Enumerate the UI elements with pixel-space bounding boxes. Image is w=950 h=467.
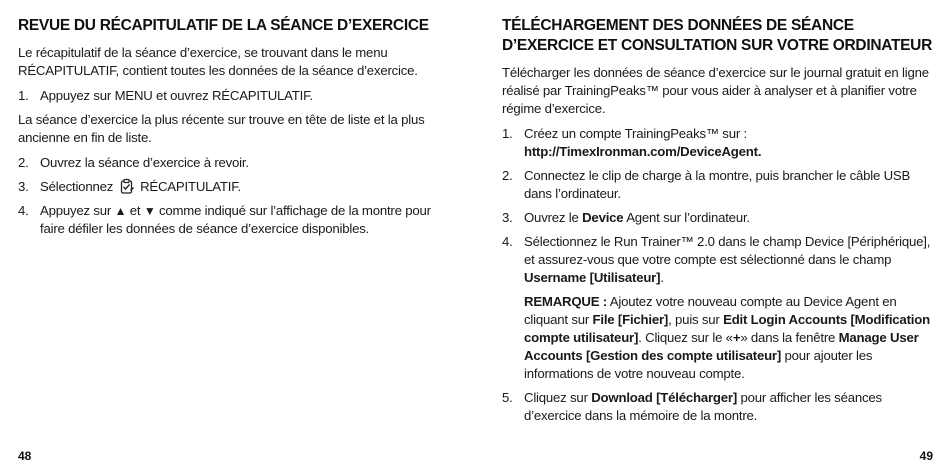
page-number-left: 48: [18, 449, 32, 463]
left-heading: REVUE DU RÉCAPITULATIF DE LA SÉANCE D’EXERCICE: [18, 17, 429, 34]
note-text: Ajoutez votre nouveau compte au Device Agent en cliquant sur: [524, 294, 897, 327]
right-steps-b: [502, 389, 932, 425]
down-arrow-icon: ▼: [143, 204, 156, 218]
review-clipboard-icon: [119, 178, 135, 194]
step-text: Agent sur l’ordinateur.: [626, 210, 750, 225]
left-step-3: [18, 178, 450, 196]
right-step-4: [502, 233, 932, 287]
note-text: . Cliquez sur le «: [638, 330, 733, 345]
left-intro: Le récapitulatif de la séance d’exercice, se trouvant dans le menu RÉCAPITULATIF, contient toutes les données de la séance d’exercice.: [18, 45, 418, 78]
step-text: Cliquez sur: [524, 390, 588, 405]
note-text: » dans la fenêtre: [740, 330, 836, 345]
step-text: pour afficher les séances d’exercice dans la mémoire de la montre.: [524, 390, 882, 423]
right-step-1: [502, 125, 932, 161]
note-text: , puis sur: [668, 312, 720, 327]
step-text: Sélectionnez le Run Trainer™ 2.0 dans le champ Device [Périphérique], et assurez-vous que votre compte est sélectionné dans le champ: [524, 234, 931, 267]
note-paragraph: [524, 293, 932, 383]
download-term: Download [Télécharger]: [591, 390, 738, 405]
step-text: Appuyez sur: [40, 203, 112, 218]
step-number: 2.: [502, 168, 513, 183]
step-text: et: [129, 203, 141, 218]
device-term: Device: [582, 210, 624, 225]
left-steps-a: [18, 87, 450, 105]
left-step-4: [18, 202, 450, 238]
step-text: RÉCAPITULATIF.: [140, 179, 242, 194]
step-text: Ouvrez la séance d’exercice à revoir.: [40, 155, 249, 170]
right-step-3: [502, 209, 932, 227]
device-agent-url[interactable]: http://TimexIronman.com/DeviceAgent.: [524, 144, 762, 159]
step-number: 2.: [18, 155, 29, 170]
step-text: comme indiqué sur l’affichage de la montre pour faire défiler les données de séance d’exercice disponibles.: [40, 203, 431, 236]
note-label: REMARQUE :: [524, 294, 607, 309]
right-step-2: [502, 167, 932, 203]
step-number: 4.: [502, 234, 513, 249]
plus-term: +: [732, 330, 741, 345]
step-number: 1.: [18, 88, 29, 103]
note-text: pour ajouter les informations de votre nouveau compte.: [524, 348, 873, 381]
file-menu-term: File [Fichier]: [592, 312, 669, 327]
left-middle-paragraph: La séance d’exercice la plus récente sur trouve en tête de liste et la plus ancienne en fin de liste.: [18, 112, 425, 145]
step-text: Connectez le clip de charge à la montre, puis brancher le câble USB dans l’ordinateur.: [524, 168, 911, 201]
edit-login-term: Edit Login Accounts [Modification compte utilisateur]: [524, 312, 930, 345]
step-number: 4.: [18, 203, 29, 218]
page-number-right: 49: [919, 449, 933, 463]
left-step-2: [18, 154, 450, 172]
step-text: Appuyez sur MENU et ouvrez RÉCAPITULATIF.: [40, 88, 313, 103]
manage-accounts-term: Manage User Accounts [Gestion des compte utilisateur]: [524, 330, 919, 363]
step-text: Ouvrez le: [524, 210, 579, 225]
step-number: 5.: [502, 390, 513, 405]
step-text: .: [660, 270, 664, 285]
step-number: 1.: [502, 126, 513, 141]
right-step-5: [502, 389, 932, 425]
step-number: 3.: [18, 179, 29, 194]
left-step-1: [18, 87, 450, 105]
left-steps-b: [18, 154, 450, 238]
step-number: 3.: [502, 210, 513, 225]
up-arrow-icon: ▲: [114, 204, 127, 218]
right-steps: [502, 125, 932, 287]
right-column: [502, 16, 932, 431]
right-intro: Télécharger les données de séance d’exercice sur le journal gratuit en ligne réalisé par TrainingPeaks™ pour vous aider à analyser et à planifier votre régime d’exercice.: [502, 65, 929, 116]
step-text: Créez un compte TrainingPeaks™ sur :: [524, 126, 747, 141]
right-heading: TÉLÉCHARGEMENT DES DONNÉES DE SÉANCE D’EXERCICE ET CONSULTATION SUR VOTRE ORDINATEUR: [502, 17, 932, 54]
username-term: Username [Utilisateur]: [524, 270, 661, 285]
step-text: Sélectionnez: [40, 179, 114, 194]
left-column: [18, 16, 450, 244]
